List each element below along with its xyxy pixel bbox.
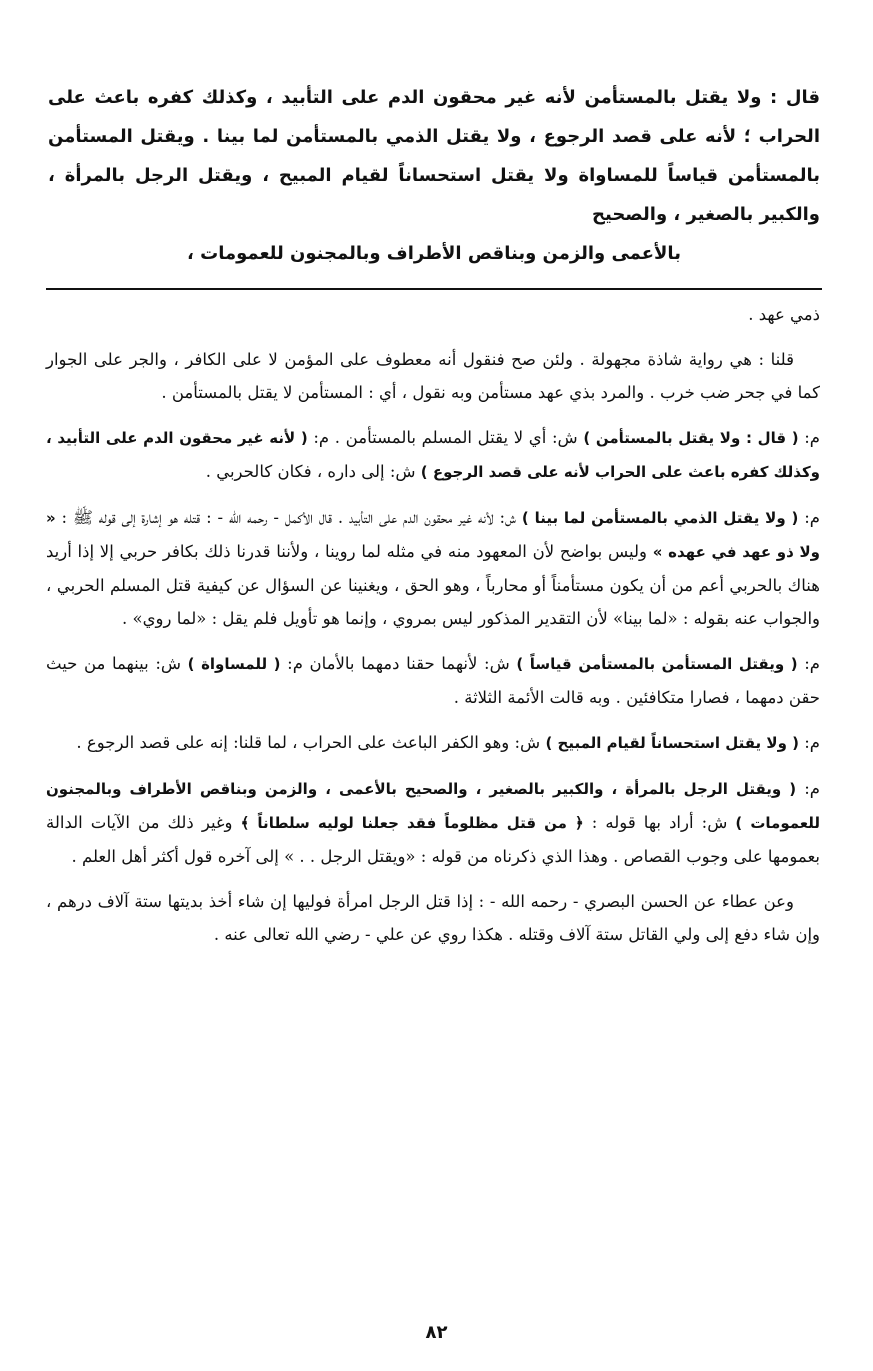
main-text-line-4: بالأعمى والزمن وبناقص الأطراف وبالمجنون للعمومات ، bbox=[187, 243, 681, 264]
separator-line bbox=[46, 288, 822, 290]
explanation: وغير ذلك من الآيات الدالة بعمومها على وجوب القصاص . وهذا الذي ذكرناه من قوله : «ويقتل الرجل . . » إلى آخره قول أكثر أهل العلم . bbox=[46, 813, 820, 866]
explanation: وليس بواضح لأن المعهود منه في مثله لما روينا ، ولأننا قدرنا ذلك بكافر حربي إلا إذا أريد هناك بالحربي أعم من أن يكون مستأمناً أو محارباً ، وهو الحق ، ويغنينا عن السؤال عن كيفية قتل المسلم الحربي ، والجواب عنه بقوله : «لما بينا» لأن التقدير المذكور ليس بمروي ، وإنما هو تأويل فلم يقل : «لما روي» . bbox=[46, 542, 820, 628]
marker: م: bbox=[798, 428, 820, 447]
quoted-matn: ( ولا يقتل استحساناً لقيام المبيح ) bbox=[545, 734, 799, 752]
explanation: ش: أي لا يقتل المسلم بالمستأمن . م: bbox=[307, 428, 584, 447]
commentary-paragraph: ذمي عهد . bbox=[748, 305, 820, 324]
explanation: ش: أراد بها قوله : bbox=[583, 813, 736, 832]
quran-quote: ﴿ من قتل مظلوماً فقد جعلنا لوليه سلطاناً ﴾ bbox=[240, 814, 584, 832]
explanation: ش: لأنه غير محقون الدم على التأبيد . قال الأكمل - رحمه الله - : قتله هو إشارة إلى قوله ﷺ : bbox=[55, 508, 522, 527]
hadith-quote: « ولا ذو عهد في عهده » bbox=[46, 509, 821, 561]
quoted-matn: ( ويقتل الرجل بالمرأة ، والكبير بالصغير ، والصحيح بالأعمى ، والزمن وبناقص الأطراف وبالمجنون للعمومات ) bbox=[46, 780, 820, 832]
commentary-paragraph: قلنا : هي رواية شاذة مجهولة . ولئن صح فنقول أنه معطوف على المؤمن لا على الكافر ، والجر على الجوار كما في جحر ضب خرب . والمرد بذي عهد مستأمن وبه نقول ، أي : المستأمن لا يقتل بالمستأمن . bbox=[46, 350, 820, 402]
marker: م: bbox=[798, 508, 820, 527]
quoted-matn: ( ويقتل المستأمن بالمستأمن قياساً ) bbox=[516, 655, 798, 673]
main-text-line-1: قال : ولا يقتل بالمستأمن لأنه غير محقون الدم على التأبيد ، وكذلك كفره باعث على الحراب ؛ bbox=[48, 87, 820, 147]
explanation: ش: بينهما من حيث حقن دمهما ، فصارا متكافئين . وبه قالت الأئمة الثلاثة . bbox=[46, 654, 820, 707]
marker: م: bbox=[798, 733, 820, 752]
quoted-matn: ( لأنه غير محقون الدم على التأبيد ، وكذلك كفره باعث على الحراب لأنه على قصد الرجوع ) bbox=[46, 429, 820, 481]
explanation: ش: إلى داره ، فكان كالحربي . bbox=[205, 462, 421, 481]
main-text-line-3: للمساواة ولا يقتل استحساناً لقيام المبيح ، ويقتل الرجل بالمرأة ، والكبير بالصغير ، والصحيح bbox=[48, 165, 820, 225]
main-text-line-2: لأنه على قصد الرجوع ، ولا يقتل الذمي بالمستأمن لما بينا . ويقتل المستأمن بالمستأمن قياساً bbox=[48, 126, 820, 186]
commentary-paragraph bbox=[46, 726, 820, 760]
quoted-matn: ( للمساواة ) bbox=[187, 655, 281, 673]
commentary-paragraph bbox=[46, 772, 820, 873]
quoted-matn: ( ولا يقتل الذمي بالمستأمن لما بينا ) bbox=[521, 509, 799, 527]
marker: م: bbox=[797, 654, 820, 673]
page-number: ٨٢ bbox=[425, 1322, 448, 1343]
marker: م: bbox=[796, 779, 820, 798]
main-text bbox=[48, 78, 820, 273]
explanation: ش: لأنهما حقنا دمهما بالأمان م: bbox=[280, 654, 517, 673]
commentary-paragraph bbox=[46, 501, 820, 635]
explanation: ش: وهو الكفر الباعث على الحراب ، لما قلنا: إنه على قصد الرجوع . bbox=[76, 733, 546, 752]
commentary-paragraph bbox=[46, 421, 820, 489]
commentary-paragraph: وعن عطاء عن الحسن البصري - رحمه الله - : إذا قتل الرجل امرأة فوليها إن شاء أخذ بديتها ستة آلاف درهم ، وإن شاء دفع إلى ولي القاتل ستة آلاف وقتله . هكذا روي عن علي - رضي الله تعالى عنه . bbox=[46, 892, 820, 944]
commentary-paragraph bbox=[46, 647, 820, 714]
quoted-matn: ( قال : ولا يقتل بالمستأمن ) bbox=[583, 429, 799, 447]
commentary bbox=[46, 298, 820, 951]
